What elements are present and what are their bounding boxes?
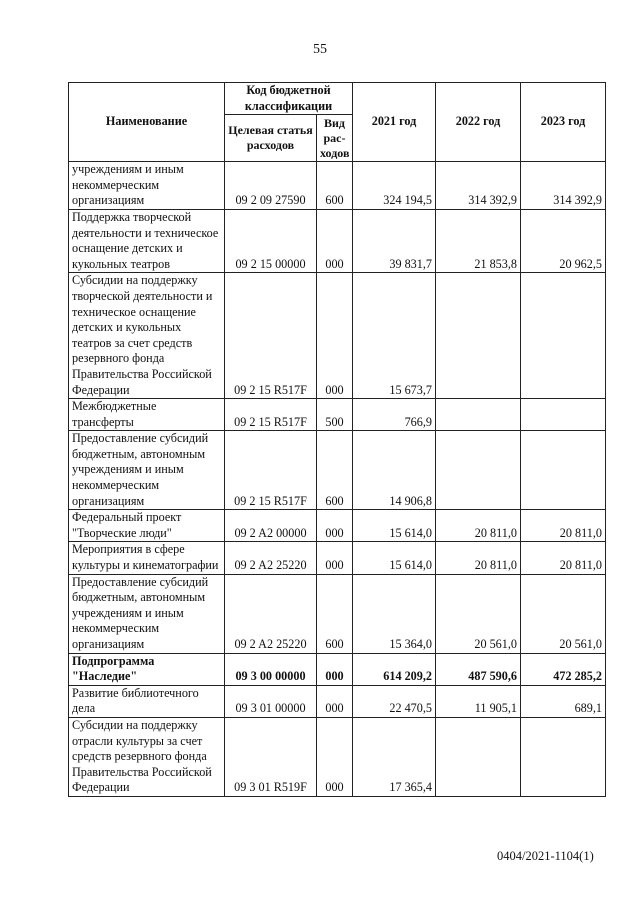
row-value-2023	[521, 717, 606, 796]
table-row	[69, 510, 606, 542]
table-row	[69, 653, 606, 685]
row-value-2022: 20 811,0	[436, 542, 521, 574]
row-expense-kind: 000	[317, 510, 353, 542]
row-expense-kind: 600	[317, 162, 353, 210]
row-name: Поддержка творческой деятельности и техническое оснащение детских и кукольных театров	[69, 209, 225, 272]
row-value-2023: 472 285,2	[521, 653, 606, 685]
row-value-2022	[436, 431, 521, 510]
row-expense-kind: 000	[317, 209, 353, 272]
row-target-article: 09 2 15 00000	[225, 209, 317, 272]
row-target-article: 09 2 15 R517F	[225, 431, 317, 510]
row-value-2021: 17 365,4	[353, 717, 436, 796]
row-name: учреждениям и иным некоммерческим организациям	[69, 162, 225, 210]
row-expense-kind: 600	[317, 574, 353, 653]
header-expense-kind: Вид рас-ходов	[317, 115, 353, 162]
row-value-2021: 766,9	[353, 399, 436, 431]
row-value-2022	[436, 717, 521, 796]
row-expense-kind: 000	[317, 542, 353, 574]
row-target-article: 09 2 09 27590	[225, 162, 317, 210]
table-row	[69, 431, 606, 510]
table-row	[69, 574, 606, 653]
page-number: 55	[313, 42, 327, 57]
row-name: Федеральный проект "Творческие люди"	[69, 510, 225, 542]
row-expense-kind: 000	[317, 273, 353, 399]
row-name: Развитие библиотечного дела	[69, 685, 225, 717]
row-value-2022	[436, 273, 521, 399]
row-value-2022: 487 590,6	[436, 653, 521, 685]
row-name: Субсидии на поддержку творческой деятельности и техническое оснащение детских и кукольных театров за счет средств резервного фонда Правительства Российской Федерации	[69, 273, 225, 399]
row-value-2023: 20 561,0	[521, 574, 606, 653]
row-target-article: 09 2 A2 00000	[225, 510, 317, 542]
row-expense-kind: 000	[317, 685, 353, 717]
row-value-2023: 20 811,0	[521, 510, 606, 542]
row-value-2023: 20 962,5	[521, 209, 606, 272]
row-value-2021: 15 364,0	[353, 574, 436, 653]
header-year-2023: 2023 год	[521, 83, 606, 162]
row-name: Подпрограмма "Наследие"	[69, 653, 225, 685]
table-row	[69, 273, 606, 399]
row-value-2023	[521, 431, 606, 510]
row-value-2021: 15 614,0	[353, 510, 436, 542]
table-row	[69, 685, 606, 717]
header-year-2021: 2021 год	[353, 83, 436, 162]
header-code-group: Код бюджетной классификации	[225, 83, 353, 115]
row-name: Предоставление субсидий бюджетным, автономным учреждениям и иным некоммерческим организациям	[69, 431, 225, 510]
row-value-2021: 22 470,5	[353, 685, 436, 717]
header-name: Наименование	[69, 83, 225, 162]
row-value-2022	[436, 399, 521, 431]
row-target-article: 09 2 15 R517F	[225, 399, 317, 431]
table-row	[69, 542, 606, 574]
row-value-2023: 314 392,9	[521, 162, 606, 210]
table-header	[69, 83, 606, 162]
row-target-article: 09 3 01 R519F	[225, 717, 317, 796]
row-expense-kind: 600	[317, 431, 353, 510]
row-value-2023	[521, 273, 606, 399]
row-value-2021: 15 673,7	[353, 273, 436, 399]
row-value-2022: 20 561,0	[436, 574, 521, 653]
budget-table	[68, 82, 606, 797]
table-row	[69, 162, 606, 210]
table-row	[69, 717, 606, 796]
header-year-2022: 2022 год	[436, 83, 521, 162]
row-value-2023: 20 811,0	[521, 542, 606, 574]
row-value-2022: 314 392,9	[436, 162, 521, 210]
row-name: Межбюджетные трансферты	[69, 399, 225, 431]
row-value-2021: 15 614,0	[353, 542, 436, 574]
row-value-2021: 324 194,5	[353, 162, 436, 210]
document-code: 0404/2021-1104(1)	[497, 849, 594, 863]
row-value-2022: 20 811,0	[436, 510, 521, 542]
row-expense-kind: 500	[317, 399, 353, 431]
row-target-article: 09 3 01 00000	[225, 685, 317, 717]
table-row	[69, 209, 606, 272]
header-target-article: Целевая статья расходов	[225, 115, 317, 162]
table-row	[69, 399, 606, 431]
row-target-article: 09 2 15 R517F	[225, 273, 317, 399]
row-target-article: 09 3 00 00000	[225, 653, 317, 685]
row-target-article: 09 2 A2 25220	[225, 542, 317, 574]
row-value-2023: 689,1	[521, 685, 606, 717]
row-expense-kind: 000	[317, 653, 353, 685]
row-expense-kind: 000	[317, 717, 353, 796]
row-value-2021: 614 209,2	[353, 653, 436, 685]
row-value-2023	[521, 399, 606, 431]
row-name: Субсидии на поддержку отрасли культуры за счет средств резервного фонда Правительства Российской Федерации	[69, 717, 225, 796]
table-body	[69, 162, 606, 797]
row-value-2021: 39 831,7	[353, 209, 436, 272]
row-value-2022: 21 853,8	[436, 209, 521, 272]
row-value-2021: 14 906,8	[353, 431, 436, 510]
row-target-article: 09 2 A2 25220	[225, 574, 317, 653]
row-name: Мероприятия в сфере культуры и кинематографии	[69, 542, 225, 574]
row-name: Предоставление субсидий бюджетным, автономным учреждениям и иным некоммерческим организациям	[69, 574, 225, 653]
row-value-2022: 11 905,1	[436, 685, 521, 717]
